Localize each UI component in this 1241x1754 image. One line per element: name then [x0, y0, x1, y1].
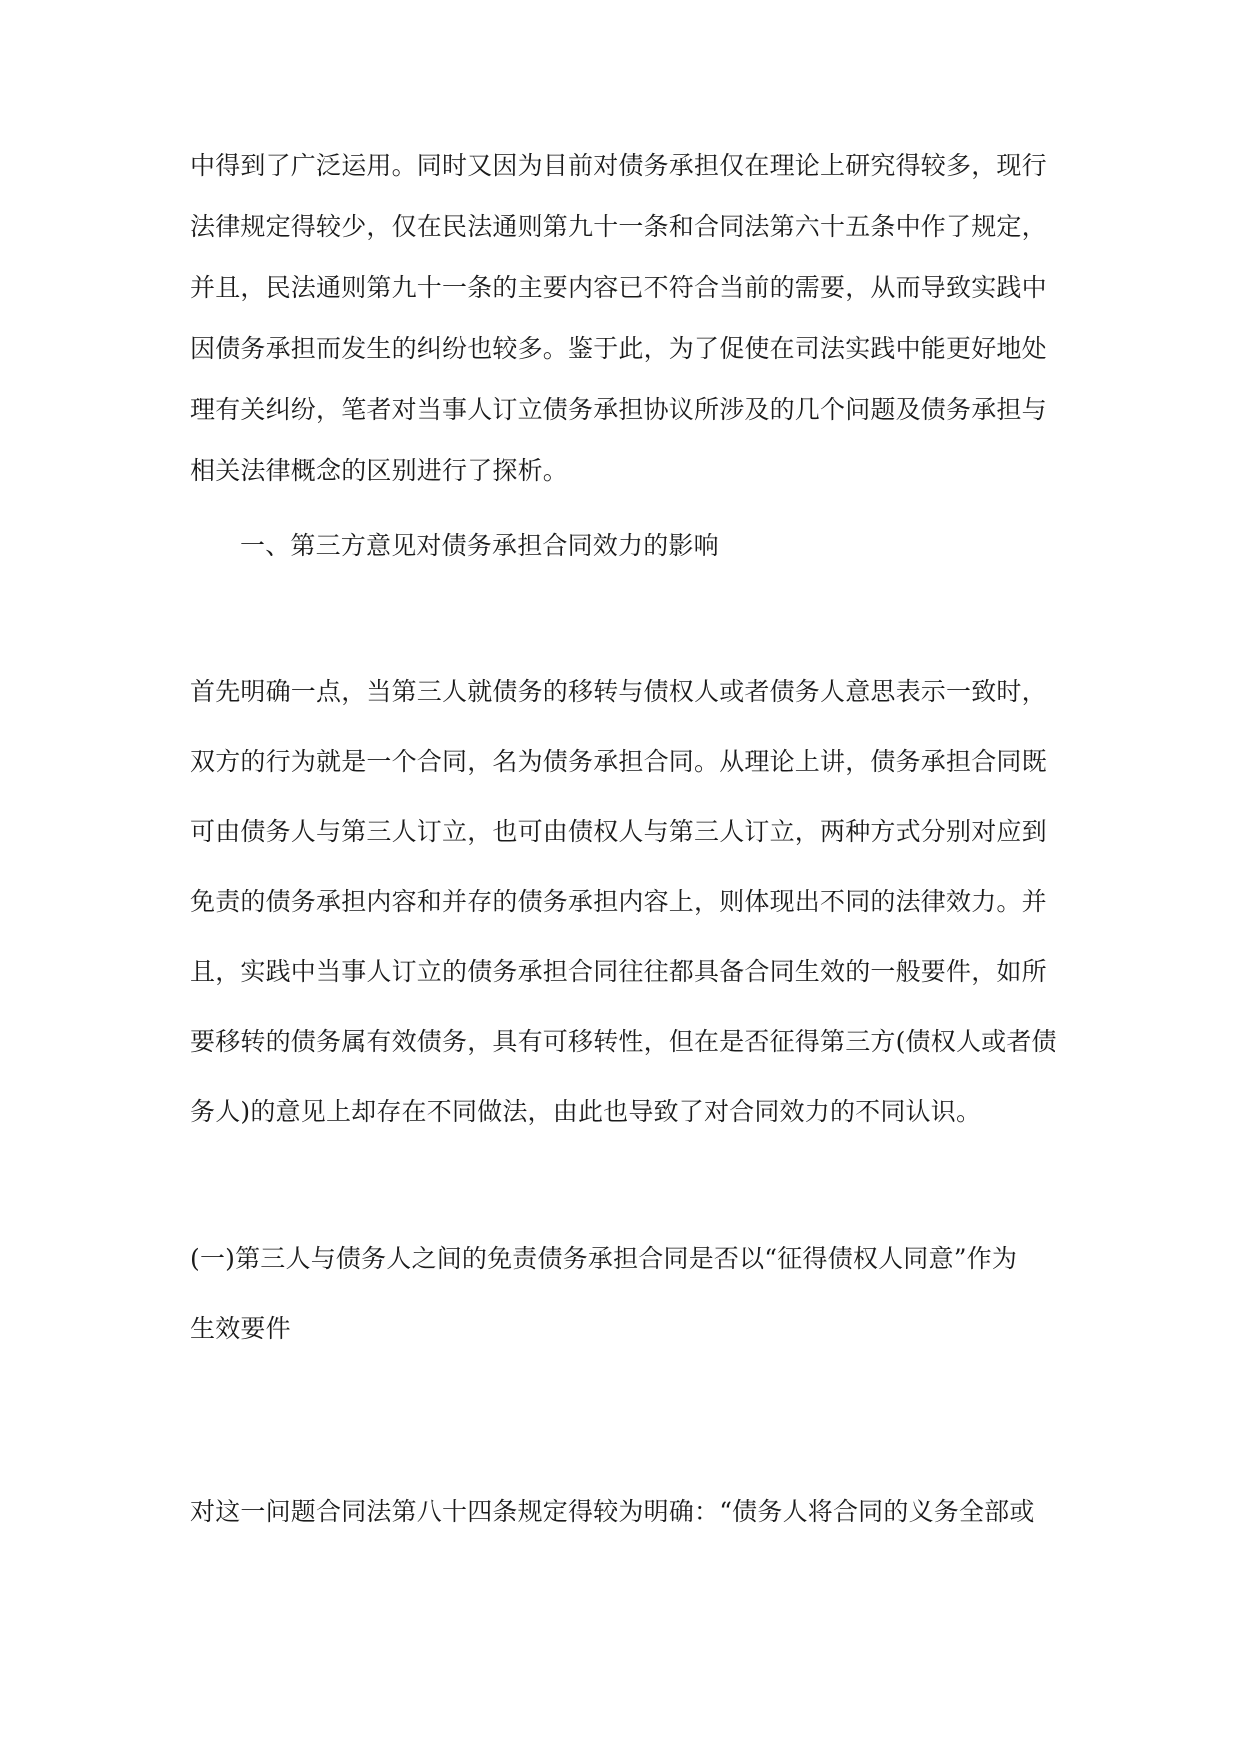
text-line: 理有关纠纷，笔者对当事人订立债务承担协议所涉及的几个问题及债务承担与: [190, 395, 1047, 424]
text-line: 务人)的意见上却存在不同做法，由此也导致了对合同效力的不同认识。: [190, 1097, 982, 1126]
text-line: 中得到了广泛运用。同时又因为目前对债务承担仅在理论上研究得较多，现行: [190, 151, 1047, 180]
text-line: 生效要件: [190, 1314, 291, 1343]
text-line: 可由债务人与第三人订立，也可由债权人与第三人订立，两种方式分别对应到: [190, 817, 1047, 846]
text-line: 要移转的债务属有效债务，具有可移转性，但在是否征得第三方(债权人或者债: [190, 1027, 1057, 1056]
text-line: 对这一问题合同法第八十四条规定得较为明确：“债务人将合同的义务全部或: [190, 1497, 1035, 1526]
text-line: 因债务承担而发生的纠纷也较多。鉴于此，为了促使在司法实践中能更好地处: [190, 334, 1047, 363]
text-line: 相关法律概念的区别进行了探析。: [190, 456, 569, 485]
text-line: 双方的行为就是一个合同，名为债务承担合同。从理论上讲，债务承担合同既: [190, 747, 1047, 776]
text-line: 法律规定得较少，仅在民法通则第九十一条和合同法第六十五条中作了规定，: [190, 212, 1047, 241]
text-line: 且，实践中当事人订立的债务承担合同往往都具备合同生效的一般要件，如所: [190, 957, 1047, 986]
section-heading-1: 一、第三方意见对债务承担合同效力的影响: [240, 531, 719, 560]
text-line: 并且，民法通则第九十一条的主要内容已不符合当前的需要，从而导致实践中: [190, 273, 1047, 302]
text-line: (一)第三人与债务人之间的免责债务承担合同是否以“征得债权人同意”作为: [190, 1244, 1018, 1273]
text-line: 首先明确一点，当第三人就债务的移转与债权人或者债务人意思表示一致时，: [190, 677, 1047, 706]
text-line: 免责的债务承担内容和并存的债务承担内容上，则体现出不同的法律效力。并: [190, 887, 1047, 916]
